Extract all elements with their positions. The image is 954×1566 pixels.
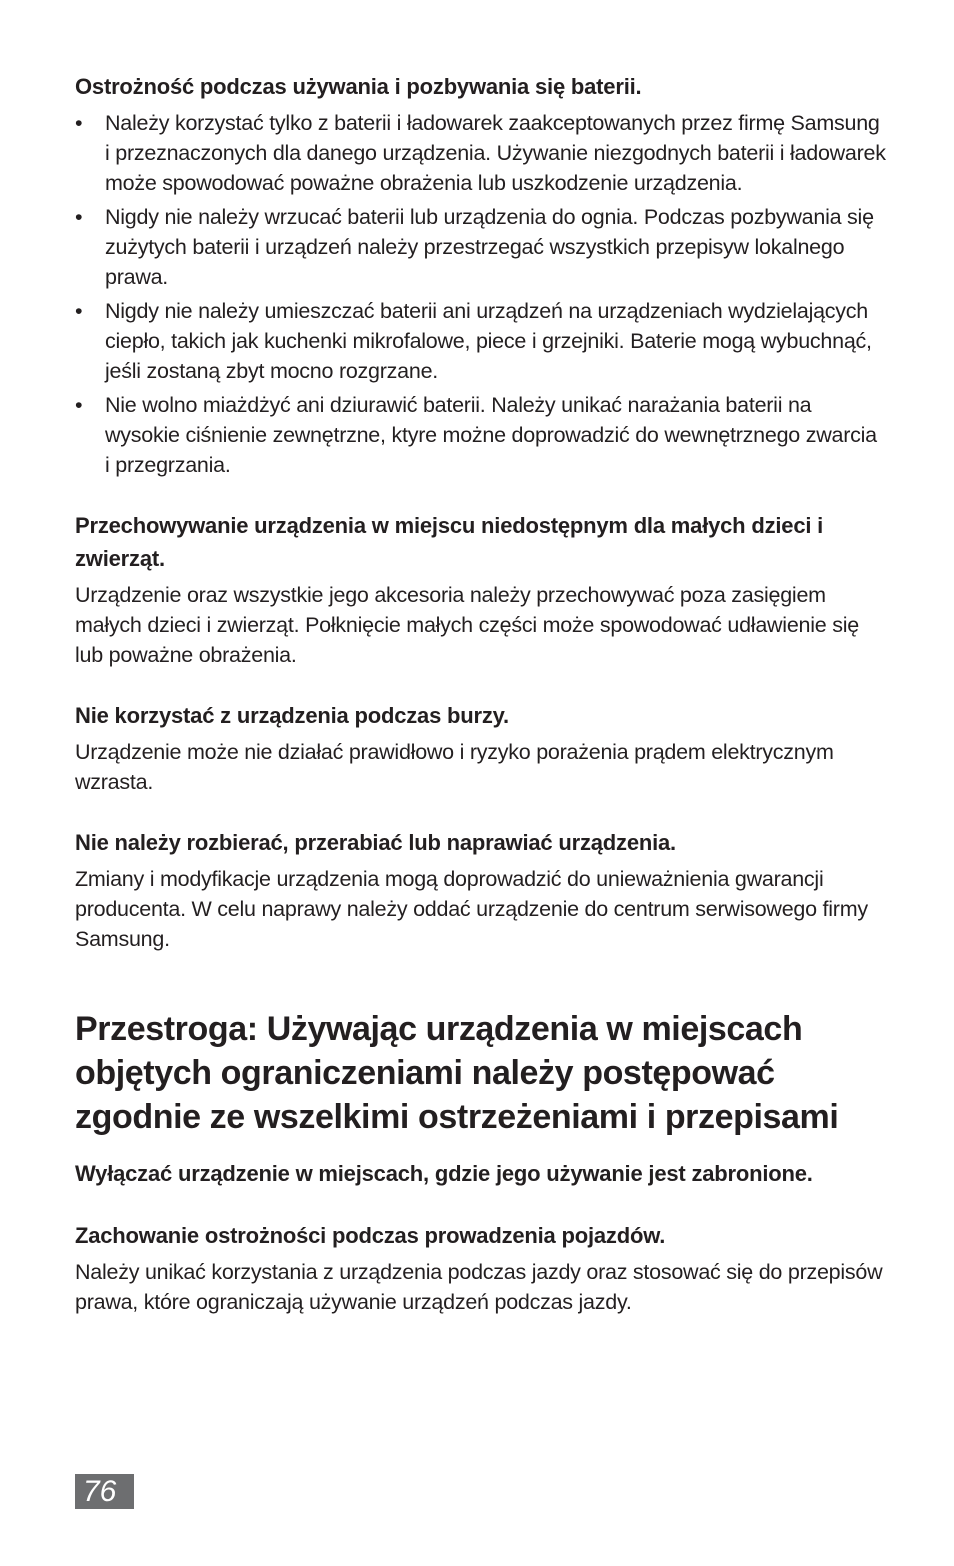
bullet-icon: • (75, 299, 83, 323)
section-heading: Nie należy rozbierać, przerabiać lub naprawiać urządzenia. (75, 830, 676, 855)
battery-safety-section (75, 70, 887, 480)
repair-section (75, 826, 887, 954)
bullet-icon: • (75, 205, 83, 229)
page-number: 76 (75, 1474, 134, 1509)
list-item (75, 108, 887, 198)
section-body: Należy unikać korzystania z urządzenia podczas jazdy oraz stosować się do przepisów prawa, które ograniczają używanie urządzeń podczas jazdy. (75, 1260, 883, 1314)
section-body: Urządzenie może nie działać prawidłowo i ryzyko porażenia prądem elektrycznym wzrasta. (75, 740, 834, 794)
list-item (75, 202, 887, 292)
storm-section (75, 699, 887, 797)
list-item (75, 390, 887, 480)
document-page (75, 70, 887, 1346)
driving-section (75, 1219, 887, 1317)
section-heading: Ostrożność podczas używania i pozbywania się baterii. (75, 74, 642, 99)
list-item (75, 296, 887, 386)
bullet-text: Nigdy nie należy wrzucać baterii lub urządzenia do ognia. Podczas pozbywania się zużytych baterii i urządzeń należy przestrzegać wszystkich przepisyw lokalnego prawa. (105, 205, 874, 289)
bullet-list (75, 108, 887, 480)
children-pets-section (75, 509, 887, 670)
section-body: Zmiany i modyfikacje urządzenia mogą doprowadzić do unieważnienia gwarancji producenta. W celu naprawy należy oddać urządzenie do centrum serwisowego firmy Samsung. (75, 867, 868, 951)
bullet-icon: • (75, 393, 83, 417)
bullet-text: Należy korzystać tylko z baterii i ładowarek zaakceptowanych przez firmę Samsung i przeznaczonych dla danego urządzenia. Używanie niezgodnych baterii i ładowarek może spowodować poważne obrażenia lub uszkodzenie urządzenia. (105, 111, 886, 195)
bullet-text: Nie wolno miażdżyć ani dziurawić baterii. Należy unikać narażania baterii na wysokie ciśnienie zewnętrzne, ktyre możne doprowadzić do wewnętrznego zwarcia i przegrzania. (105, 393, 877, 477)
section-heading: Zachowanie ostrożności podczas prowadzenia pojazdów. (75, 1223, 666, 1248)
section-heading: Nie korzystać z urządzenia podczas burzy. (75, 703, 509, 728)
restricted-areas-section (75, 1157, 887, 1190)
section-body: Urządzenie oraz wszystkie jego akcesoria należy przechowywać poza zasięgiem małych dzieci i zwierząt. Połknięcie małych części może spowodować udławienie się lub poważne obrażenia. (75, 583, 859, 667)
main-heading: Przestroga: Używając urządzenia w miejscach objętych ograniczeniami należy postępować zgodnie ze wszelkimi ostrzeżeniami i przepisami (75, 1010, 839, 1136)
section-heading: Wyłączać urządzenie w miejscach, gdzie jego używanie jest zabronione. (75, 1161, 813, 1186)
bullet-text: Nigdy nie należy umieszczać baterii ani urządzeń na urządzeniach wydzielających ciepło, takich jak kuchenki mikrofalowe, piece i grzejniki. Baterie mogą wybuchnąć, jeśli zostaną zbyt mocno rozgrzane. (105, 299, 872, 383)
bullet-icon: • (75, 111, 83, 135)
section-heading: Przechowywanie urządzenia w miejscu niedostępnym dla małych dzieci i zwierząt. (75, 513, 824, 571)
